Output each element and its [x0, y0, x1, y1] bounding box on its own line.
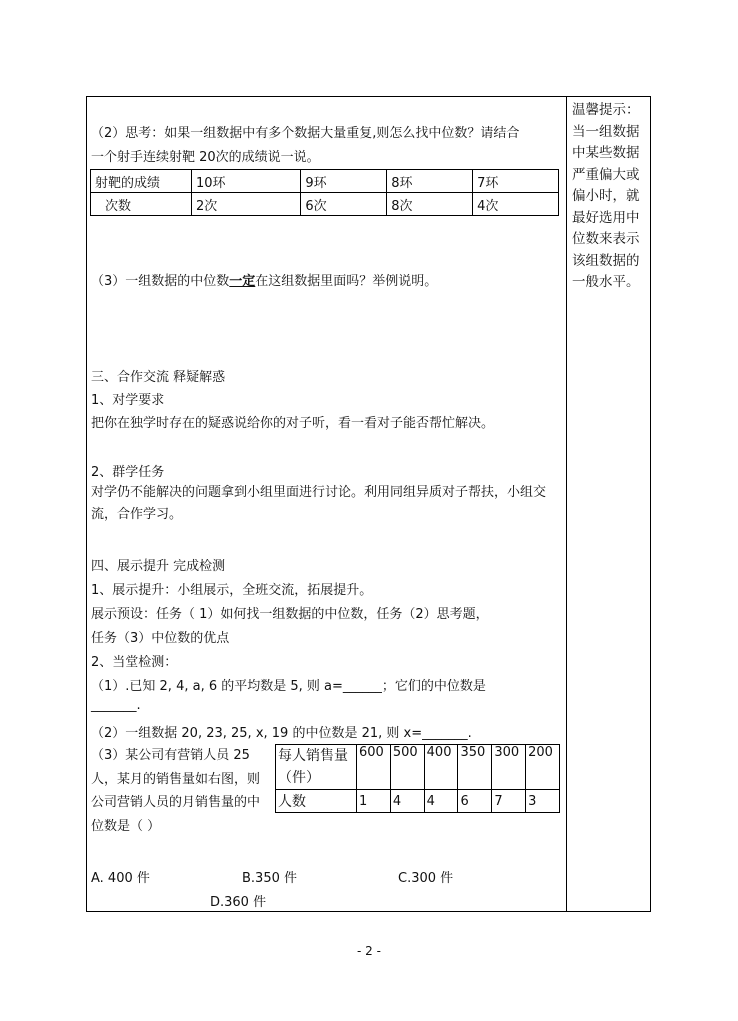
- sales-table: [275, 744, 560, 813]
- table-cell: 4: [424, 790, 458, 813]
- table-cell: 6次: [301, 193, 387, 216]
- sec4-preset2: 任务（3）中位数的优点: [91, 631, 230, 646]
- table-cell: 600: [357, 745, 391, 790]
- table-cell: 4: [390, 790, 424, 813]
- q3-line: [91, 270, 437, 289]
- table-cell: 7环: [473, 170, 559, 193]
- sec4-title: 四、展示提升 完成检测: [91, 559, 226, 574]
- table-row: [91, 193, 559, 216]
- table-cell: 每人销售量（件）: [276, 745, 357, 790]
- option-c: C.300 件: [398, 871, 454, 886]
- exercise-1a: （1）.已知 2, 4, a, 6 的平均数是 5, 则 a=______；它们的中位数是: [91, 679, 486, 694]
- sec3-s1-title: 1、对学要求: [91, 393, 165, 408]
- exercise-2: （2）一组数据 20, 23, 25, x, 19 的中位数是 21, 则 x=_______.: [91, 726, 472, 741]
- table-cell: 3: [526, 790, 560, 813]
- q3-prefix: （3）一组数据的中位数: [91, 274, 230, 289]
- table-cell: 10环: [192, 170, 301, 193]
- table-cell: 4次: [473, 193, 559, 216]
- table-cell: 200: [526, 745, 560, 790]
- table-cell: 1: [357, 790, 391, 813]
- q2-line2: 一个射手连续射靶 20次的成绩说一说。: [91, 150, 320, 165]
- sec4-s2: 2、当堂检测：: [91, 655, 178, 670]
- q2-line1: （2）思考：如果一组数据中有多个数据大量重复,则怎么找中位数？请结合: [91, 126, 520, 141]
- sec4-preset1: 展示预设：任务（ 1）如何找一组数据的中位数，任务（2）思考题，: [91, 607, 489, 622]
- option-b: B.350 件: [242, 871, 297, 886]
- sec3-title: 三、合作交流 释疑解惑: [91, 370, 226, 385]
- table-cell: 7: [492, 790, 526, 813]
- sec3-s1-text: 把你在独学时存在的疑惑说给你的对子听，看一看对子能否帮忙解决。: [91, 416, 495, 431]
- exercise-1b: _______.: [91, 698, 141, 713]
- table-cell: 400: [424, 745, 458, 790]
- table-cell: 300: [492, 745, 526, 790]
- side-tip: 温馨提示：当一组数据中某些数据严重偏大或偏小时，就最好选用中位数来表示该组数据的一般水平。: [572, 102, 640, 290]
- table-cell: 8环: [387, 170, 473, 193]
- table-row: [276, 790, 560, 813]
- option-a: A. 400 件: [91, 871, 150, 886]
- table-cell: 9环: [301, 170, 387, 193]
- table-cell: 500: [390, 745, 424, 790]
- table-cell: 6: [458, 790, 492, 813]
- table-cell: 350: [458, 745, 492, 790]
- sec3-s2-text: 对学仍不能解决的问题拿到小组里面进行讨论。利用同组异质对子帮扶，小组交流，合作学习。: [91, 485, 547, 522]
- page-number: - 2 -: [357, 944, 381, 958]
- option-d: D.360 件: [210, 895, 267, 910]
- table-cell: 2次: [192, 193, 301, 216]
- table-row: [91, 170, 559, 193]
- q3-emphasis: 一定: [229, 274, 256, 289]
- sec4-s1: 1、展示提升：小组展示，全班交流，拓展提升。: [91, 583, 373, 598]
- table-cell: 8次: [387, 193, 473, 216]
- exercise-3: （3）某公司有营销人员 25人，某月的销售量如右图，则公司营销人员的月销售量的中位数是（ ）: [91, 748, 261, 834]
- column-divider: [566, 96, 567, 912]
- table-cell: 人数: [276, 790, 357, 813]
- table-cell: 射靶的成绩: [91, 170, 192, 193]
- q3-suffix: 在这组数据里面吗？举例说明。: [255, 274, 438, 289]
- sec3-s2-title: 2、群学任务: [91, 465, 165, 480]
- table-cell: 次数: [91, 193, 192, 216]
- table-row: [276, 745, 560, 790]
- shooting-table: [90, 169, 559, 216]
